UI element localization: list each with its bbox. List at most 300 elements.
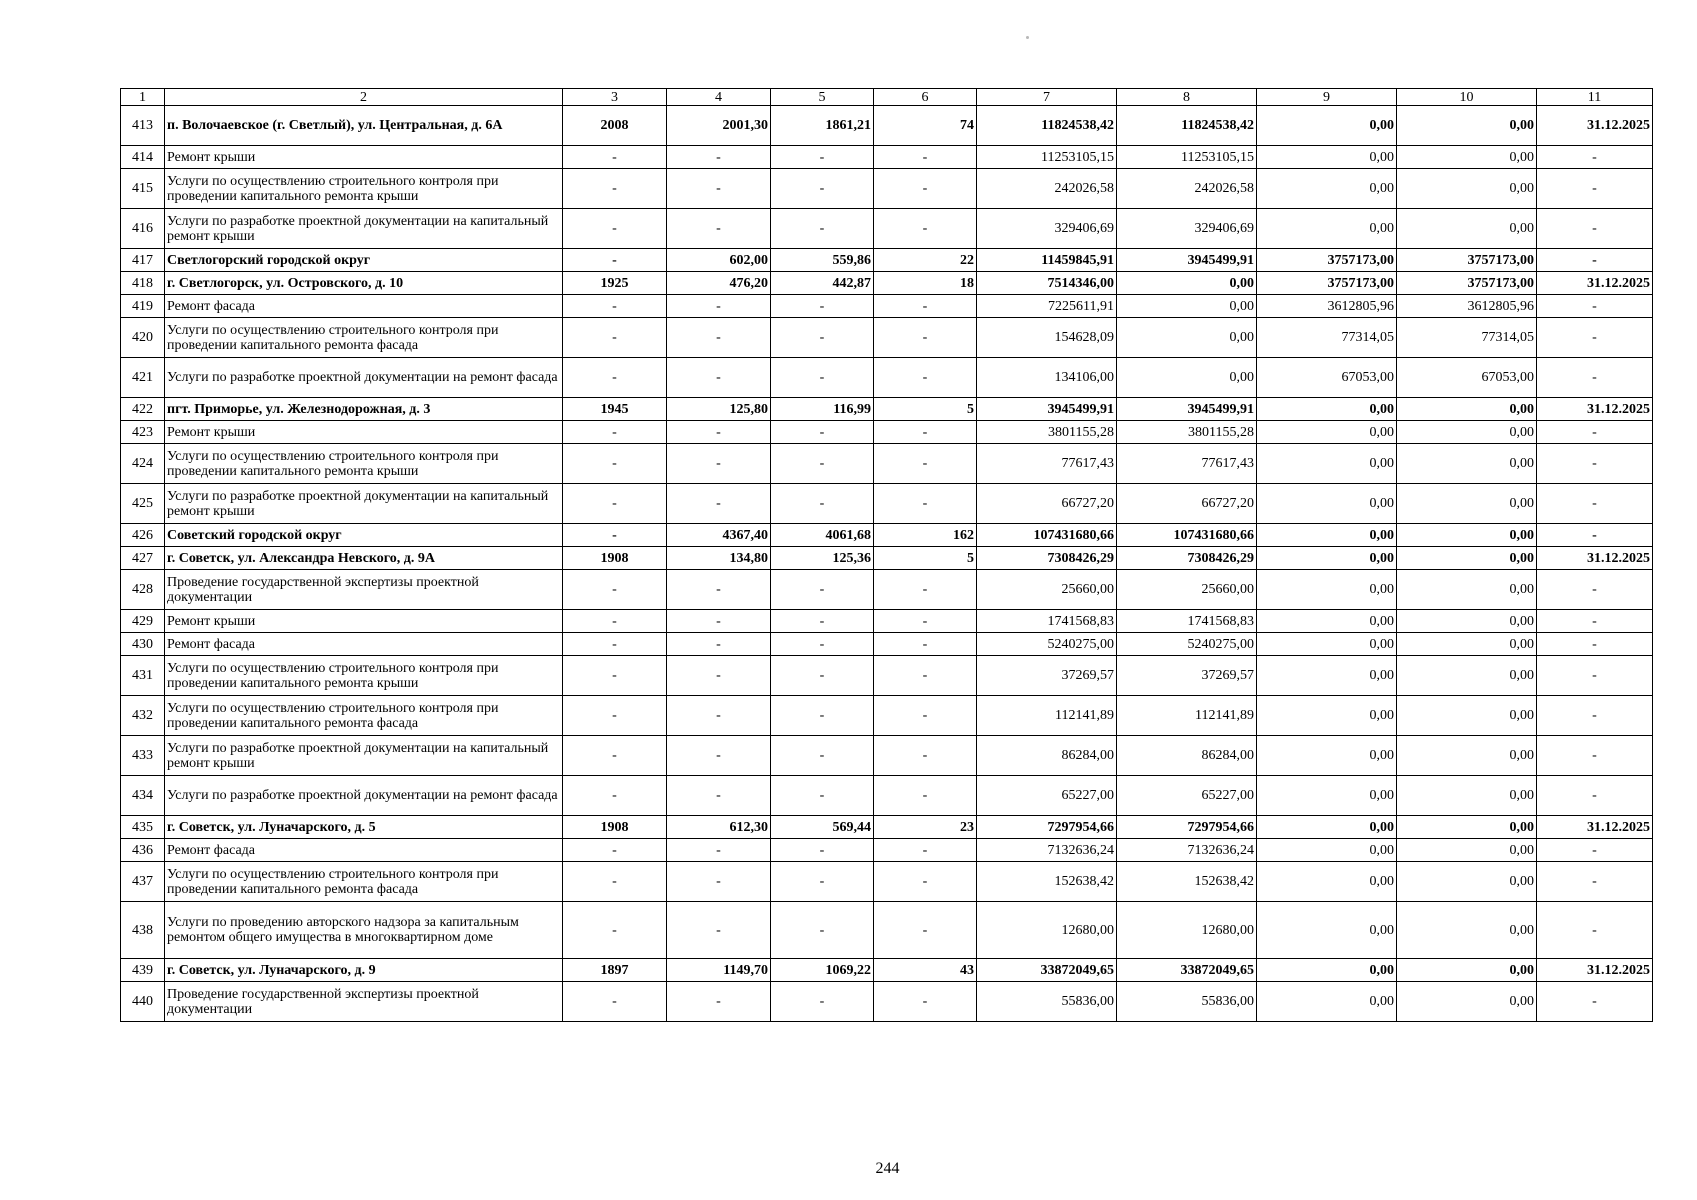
value-cell: - <box>771 484 874 524</box>
row-number-cell: 431 <box>121 656 165 696</box>
table-row-object <box>121 272 1653 295</box>
value-cell: 3945499,91 <box>1117 249 1257 272</box>
table-row-work <box>121 902 1653 959</box>
value-cell: - <box>1537 444 1653 484</box>
value-cell: 18 <box>874 272 977 295</box>
value-cell: - <box>563 839 667 862</box>
value-cell: 1908 <box>563 816 667 839</box>
value-cell: 0,00 <box>1257 106 1397 146</box>
value-cell: 0,00 <box>1257 570 1397 610</box>
value-cell: 5 <box>874 398 977 421</box>
table-row-object <box>121 959 1653 982</box>
value-cell: - <box>563 862 667 902</box>
row-number-cell: 422 <box>121 398 165 421</box>
value-cell: 43 <box>874 959 977 982</box>
value-cell: 11253105,15 <box>1117 146 1257 169</box>
item-name-cell: Услуги по осуществлению строительного контроля при проведении капитального ремонта фасада <box>165 696 563 736</box>
value-cell: - <box>667 736 771 776</box>
value-cell: - <box>563 656 667 696</box>
value-cell: - <box>1537 902 1653 959</box>
item-name-cell: г. Советск, ул. Луначарского, д. 5 <box>165 816 563 839</box>
value-cell: - <box>667 570 771 610</box>
row-number-cell: 417 <box>121 249 165 272</box>
row-number-cell: 429 <box>121 610 165 633</box>
value-cell: 107431680,66 <box>977 524 1117 547</box>
value-cell: 0,00 <box>1257 484 1397 524</box>
value-cell: - <box>667 610 771 633</box>
value-cell: 31.12.2025 <box>1537 959 1653 982</box>
value-cell: 125,80 <box>667 398 771 421</box>
item-name-cell: Светлогорский городской округ <box>165 249 563 272</box>
item-name-cell: пгт. Приморье, ул. Железнодорожная, д. 3 <box>165 398 563 421</box>
item-name-cell: Проведение государственной экспертизы проектной документации <box>165 982 563 1022</box>
value-cell: - <box>1537 295 1653 318</box>
row-number-cell: 426 <box>121 524 165 547</box>
value-cell: 7308426,29 <box>1117 547 1257 570</box>
value-cell: - <box>667 839 771 862</box>
value-cell: 0,00 <box>1397 547 1537 570</box>
value-cell: - <box>874 318 977 358</box>
value-cell: 0,00 <box>1257 146 1397 169</box>
row-number-cell: 440 <box>121 982 165 1022</box>
value-cell: - <box>563 169 667 209</box>
value-cell: 0,00 <box>1397 656 1537 696</box>
value-cell: 3757173,00 <box>1397 249 1537 272</box>
row-number-cell: 424 <box>121 444 165 484</box>
column-number-cell: 5 <box>771 89 874 106</box>
value-cell: 77617,43 <box>1117 444 1257 484</box>
value-cell: - <box>1537 318 1653 358</box>
row-number-cell: 425 <box>121 484 165 524</box>
value-cell: 31.12.2025 <box>1537 106 1653 146</box>
value-cell: 7514346,00 <box>977 272 1117 295</box>
value-cell: 31.12.2025 <box>1537 398 1653 421</box>
value-cell: - <box>667 444 771 484</box>
value-cell: - <box>667 982 771 1022</box>
value-cell: 3945499,91 <box>1117 398 1257 421</box>
row-number-cell: 421 <box>121 358 165 398</box>
value-cell: - <box>563 736 667 776</box>
value-cell: - <box>563 421 667 444</box>
value-cell: 329406,69 <box>977 209 1117 249</box>
value-cell: 602,00 <box>667 249 771 272</box>
value-cell: 0,00 <box>1117 318 1257 358</box>
value-cell: 3612805,96 <box>1257 295 1397 318</box>
table-row-object <box>121 547 1653 570</box>
value-cell: - <box>771 862 874 902</box>
value-cell: 569,44 <box>771 816 874 839</box>
value-cell: - <box>1537 633 1653 656</box>
value-cell: 125,36 <box>771 547 874 570</box>
column-number-cell: 6 <box>874 89 977 106</box>
column-number-cell: 2 <box>165 89 563 106</box>
value-cell: - <box>874 839 977 862</box>
item-name-cell: Советский городской округ <box>165 524 563 547</box>
value-cell: - <box>771 656 874 696</box>
item-name-cell: Услуги по проведению авторского надзора за капитальным ремонтом общего имущества в многоквартирном доме <box>165 902 563 959</box>
value-cell: 1908 <box>563 547 667 570</box>
value-cell: 0,00 <box>1397 959 1537 982</box>
value-cell: 154628,09 <box>977 318 1117 358</box>
value-cell: - <box>771 358 874 398</box>
value-cell: 1741568,83 <box>1117 610 1257 633</box>
value-cell: - <box>1537 249 1653 272</box>
row-number-cell: 419 <box>121 295 165 318</box>
item-name-cell: Услуги по осуществлению строительного контроля при проведении капитального ремонта крыши <box>165 656 563 696</box>
value-cell: - <box>771 295 874 318</box>
value-cell: - <box>874 146 977 169</box>
value-cell: - <box>667 776 771 816</box>
item-name-cell: Ремонт фасада <box>165 633 563 656</box>
value-cell: 67053,00 <box>1257 358 1397 398</box>
column-number-cell: 1 <box>121 89 165 106</box>
table-row-work <box>121 146 1653 169</box>
value-cell: 0,00 <box>1257 839 1397 862</box>
column-number-cell: 4 <box>667 89 771 106</box>
value-cell: 329406,69 <box>1117 209 1257 249</box>
value-cell: 116,99 <box>771 398 874 421</box>
value-cell: 77314,05 <box>1397 318 1537 358</box>
value-cell: 134,80 <box>667 547 771 570</box>
value-cell: 2001,30 <box>667 106 771 146</box>
value-cell: - <box>667 862 771 902</box>
row-number-cell: 435 <box>121 816 165 839</box>
value-cell: 37269,57 <box>977 656 1117 696</box>
column-number-cell: 9 <box>1257 89 1397 106</box>
value-cell: 242026,58 <box>977 169 1117 209</box>
item-name-cell: Проведение государственной экспертизы проектной документации <box>165 570 563 610</box>
value-cell: - <box>1537 610 1653 633</box>
value-cell: - <box>771 209 874 249</box>
value-cell: - <box>874 484 977 524</box>
item-name-cell: Услуги по разработке проектной документации на ремонт фасада <box>165 776 563 816</box>
value-cell: 12680,00 <box>977 902 1117 959</box>
value-cell: 7132636,24 <box>977 839 1117 862</box>
value-cell: 162 <box>874 524 977 547</box>
item-name-cell: Ремонт фасада <box>165 295 563 318</box>
row-number-cell: 439 <box>121 959 165 982</box>
value-cell: 0,00 <box>1257 816 1397 839</box>
value-cell: 7308426,29 <box>977 547 1117 570</box>
value-cell: 0,00 <box>1397 776 1537 816</box>
row-number-cell: 416 <box>121 209 165 249</box>
value-cell: 3945499,91 <box>977 398 1117 421</box>
value-cell: - <box>563 146 667 169</box>
value-cell: 7297954,66 <box>1117 816 1257 839</box>
value-cell: 11824538,42 <box>1117 106 1257 146</box>
item-name-cell: г. Советск, ул. Александра Невского, д. 9А <box>165 547 563 570</box>
value-cell: - <box>771 318 874 358</box>
value-cell: 3612805,96 <box>1397 295 1537 318</box>
row-number-cell: 438 <box>121 902 165 959</box>
value-cell: 25660,00 <box>1117 570 1257 610</box>
value-cell: - <box>874 295 977 318</box>
value-cell: 55836,00 <box>1117 982 1257 1022</box>
value-cell: - <box>771 696 874 736</box>
value-cell: 0,00 <box>1257 776 1397 816</box>
row-number-cell: 415 <box>121 169 165 209</box>
value-cell: - <box>563 982 667 1022</box>
value-cell: - <box>667 484 771 524</box>
value-cell: 86284,00 <box>977 736 1117 776</box>
value-cell: 0,00 <box>1257 696 1397 736</box>
value-cell: 0,00 <box>1117 295 1257 318</box>
column-number-cell: 8 <box>1117 89 1257 106</box>
value-cell: 0,00 <box>1257 524 1397 547</box>
column-number-cell: 7 <box>977 89 1117 106</box>
item-name-cell: п. Волочаевское (г. Светлый), ул. Центральная, д. 6А <box>165 106 563 146</box>
value-cell: 11459845,91 <box>977 249 1117 272</box>
value-cell: 0,00 <box>1397 902 1537 959</box>
value-cell: - <box>563 610 667 633</box>
value-cell: 0,00 <box>1397 146 1537 169</box>
item-name-cell: Услуги по осуществлению строительного контроля при проведении капитального ремонта крыши <box>165 169 563 209</box>
value-cell: 74 <box>874 106 977 146</box>
value-cell: - <box>563 570 667 610</box>
value-cell: - <box>771 776 874 816</box>
value-cell: - <box>1537 696 1653 736</box>
value-cell: 86284,00 <box>1117 736 1257 776</box>
value-cell: - <box>771 444 874 484</box>
value-cell: 0,00 <box>1397 524 1537 547</box>
value-cell: - <box>563 696 667 736</box>
value-cell: - <box>1537 146 1653 169</box>
value-cell: 0,00 <box>1257 862 1397 902</box>
value-cell: 0,00 <box>1257 169 1397 209</box>
value-cell: 242026,58 <box>1117 169 1257 209</box>
value-cell: 5240275,00 <box>977 633 1117 656</box>
value-cell: 0,00 <box>1257 633 1397 656</box>
value-cell: - <box>874 776 977 816</box>
value-cell: - <box>771 736 874 776</box>
value-cell: 3757173,00 <box>1257 249 1397 272</box>
value-cell: 3757173,00 <box>1397 272 1537 295</box>
value-cell: 1149,70 <box>667 959 771 982</box>
value-cell: 23 <box>874 816 977 839</box>
value-cell: - <box>874 696 977 736</box>
value-cell: 11253105,15 <box>977 146 1117 169</box>
value-cell: - <box>667 421 771 444</box>
column-number-cell: 10 <box>1397 89 1537 106</box>
table-row-work <box>121 444 1653 484</box>
value-cell: 1925 <box>563 272 667 295</box>
value-cell: - <box>667 358 771 398</box>
table-row-work <box>121 776 1653 816</box>
value-cell: - <box>874 421 977 444</box>
value-cell: - <box>771 633 874 656</box>
value-cell: - <box>874 982 977 1022</box>
value-cell: - <box>563 902 667 959</box>
value-cell: 2008 <box>563 106 667 146</box>
value-cell: 0,00 <box>1397 484 1537 524</box>
value-cell: - <box>563 295 667 318</box>
value-cell: - <box>771 421 874 444</box>
item-name-cell: Ремонт крыши <box>165 610 563 633</box>
value-cell: - <box>874 902 977 959</box>
table-row-work <box>121 839 1653 862</box>
row-number-cell: 428 <box>121 570 165 610</box>
value-cell: 0,00 <box>1397 610 1537 633</box>
table-row-object <box>121 398 1653 421</box>
value-cell: 0,00 <box>1397 169 1537 209</box>
value-cell: 31.12.2025 <box>1537 272 1653 295</box>
value-cell: 0,00 <box>1397 444 1537 484</box>
row-number-cell: 437 <box>121 862 165 902</box>
item-name-cell: Услуги по разработке проектной документации на капитальный ремонт крыши <box>165 484 563 524</box>
value-cell: - <box>771 610 874 633</box>
value-cell: 31.12.2025 <box>1537 547 1653 570</box>
value-cell: 4061,68 <box>771 524 874 547</box>
value-cell: - <box>563 524 667 547</box>
table-row-work <box>121 484 1653 524</box>
value-cell: 0,00 <box>1397 816 1537 839</box>
value-cell: - <box>874 633 977 656</box>
value-cell: - <box>667 318 771 358</box>
value-cell: - <box>563 318 667 358</box>
value-cell: - <box>1537 839 1653 862</box>
value-cell: 0,00 <box>1397 570 1537 610</box>
column-number-cell: 11 <box>1537 89 1653 106</box>
table-row-work <box>121 862 1653 902</box>
value-cell: 3801155,28 <box>977 421 1117 444</box>
value-cell: - <box>563 209 667 249</box>
value-cell: - <box>563 484 667 524</box>
value-cell: 33872049,65 <box>1117 959 1257 982</box>
value-cell: - <box>667 209 771 249</box>
table-row-work <box>121 318 1653 358</box>
value-cell: 11824538,42 <box>977 106 1117 146</box>
value-cell: 0,00 <box>1257 610 1397 633</box>
value-cell: 112141,89 <box>1117 696 1257 736</box>
value-cell: - <box>667 295 771 318</box>
value-cell: - <box>667 633 771 656</box>
value-cell: - <box>1537 736 1653 776</box>
value-cell: 1861,21 <box>771 106 874 146</box>
item-name-cell: г. Советск, ул. Луначарского, д. 9 <box>165 959 563 982</box>
value-cell: 0,00 <box>1397 736 1537 776</box>
item-name-cell: Услуги по осуществлению строительного контроля при проведении капитального ремонта фасада <box>165 318 563 358</box>
value-cell: 0,00 <box>1397 696 1537 736</box>
scan-artifact-dot <box>1026 36 1029 39</box>
table-body <box>121 106 1653 1022</box>
table-row-work <box>121 209 1653 249</box>
value-cell: - <box>1537 982 1653 1022</box>
value-cell: - <box>667 169 771 209</box>
value-cell: - <box>874 736 977 776</box>
value-cell: - <box>667 656 771 696</box>
value-cell: 22 <box>874 249 977 272</box>
value-cell: 7132636,24 <box>1117 839 1257 862</box>
value-cell: - <box>874 656 977 696</box>
row-number-cell: 418 <box>121 272 165 295</box>
row-number-cell: 423 <box>121 421 165 444</box>
value-cell: - <box>771 570 874 610</box>
value-cell: 3801155,28 <box>1117 421 1257 444</box>
value-cell: - <box>1537 169 1653 209</box>
table-row-work <box>121 610 1653 633</box>
value-cell: 7297954,66 <box>977 816 1117 839</box>
row-number-cell: 432 <box>121 696 165 736</box>
value-cell: 5 <box>874 547 977 570</box>
value-cell: - <box>1537 656 1653 696</box>
row-number-cell: 434 <box>121 776 165 816</box>
table-row-work <box>121 169 1653 209</box>
value-cell: - <box>771 982 874 1022</box>
value-cell: 0,00 <box>1117 272 1257 295</box>
item-name-cell: г. Светлогорск, ул. Островского, д. 10 <box>165 272 563 295</box>
value-cell: 134106,00 <box>977 358 1117 398</box>
value-cell: 0,00 <box>1397 633 1537 656</box>
value-cell: 77314,05 <box>1257 318 1397 358</box>
value-cell: 0,00 <box>1397 421 1537 444</box>
value-cell: 66727,20 <box>977 484 1117 524</box>
item-name-cell: Услуги по разработке проектной документации на капитальный ремонт крыши <box>165 736 563 776</box>
page-number: 244 <box>875 1160 900 1177</box>
value-cell: 65227,00 <box>977 776 1117 816</box>
value-cell: 0,00 <box>1397 209 1537 249</box>
value-cell: 0,00 <box>1257 421 1397 444</box>
table-row-work <box>121 982 1653 1022</box>
item-name-cell: Услуги по осуществлению строительного контроля при проведении капитального ремонта фасада <box>165 862 563 902</box>
value-cell: 0,00 <box>1257 982 1397 1022</box>
value-cell: 55836,00 <box>977 982 1117 1022</box>
value-cell: - <box>1537 776 1653 816</box>
value-cell: 1945 <box>563 398 667 421</box>
value-cell: 0,00 <box>1257 398 1397 421</box>
row-number-cell: 430 <box>121 633 165 656</box>
value-cell: 1897 <box>563 959 667 982</box>
value-cell: - <box>1537 484 1653 524</box>
table-row-work <box>121 736 1653 776</box>
item-name-cell: Услуги по осуществлению строительного контроля при проведении капитального ремонта крыши <box>165 444 563 484</box>
value-cell: 4367,40 <box>667 524 771 547</box>
value-cell: - <box>874 209 977 249</box>
item-name-cell: Ремонт крыши <box>165 146 563 169</box>
table-row-work <box>121 696 1653 736</box>
value-cell: 0,00 <box>1257 736 1397 776</box>
value-cell: 1741568,83 <box>977 610 1117 633</box>
value-cell: 0,00 <box>1117 358 1257 398</box>
value-cell: 0,00 <box>1257 656 1397 696</box>
table-row-work <box>121 358 1653 398</box>
value-cell: - <box>667 902 771 959</box>
row-number-cell: 427 <box>121 547 165 570</box>
value-cell: - <box>667 146 771 169</box>
item-name-cell: Услуги по разработке проектной документации на капитальный ремонт крыши <box>165 209 563 249</box>
value-cell: 33872049,65 <box>977 959 1117 982</box>
value-cell: - <box>563 444 667 484</box>
table-row-object <box>121 106 1653 146</box>
value-cell: - <box>563 776 667 816</box>
value-cell: 112141,89 <box>977 696 1117 736</box>
value-cell: 0,00 <box>1257 902 1397 959</box>
value-cell: - <box>667 696 771 736</box>
value-cell: - <box>563 358 667 398</box>
value-cell: 612,30 <box>667 816 771 839</box>
table-row-work <box>121 656 1653 696</box>
value-cell: - <box>1537 421 1653 444</box>
value-cell: 66727,20 <box>1117 484 1257 524</box>
value-cell: 37269,57 <box>1117 656 1257 696</box>
value-cell: 12680,00 <box>1117 902 1257 959</box>
value-cell: 31.12.2025 <box>1537 816 1653 839</box>
column-number-row <box>121 89 1653 106</box>
row-number-cell: 433 <box>121 736 165 776</box>
value-cell: 0,00 <box>1257 209 1397 249</box>
value-cell: 7225611,91 <box>977 295 1117 318</box>
value-cell: 0,00 <box>1397 982 1537 1022</box>
value-cell: 442,87 <box>771 272 874 295</box>
